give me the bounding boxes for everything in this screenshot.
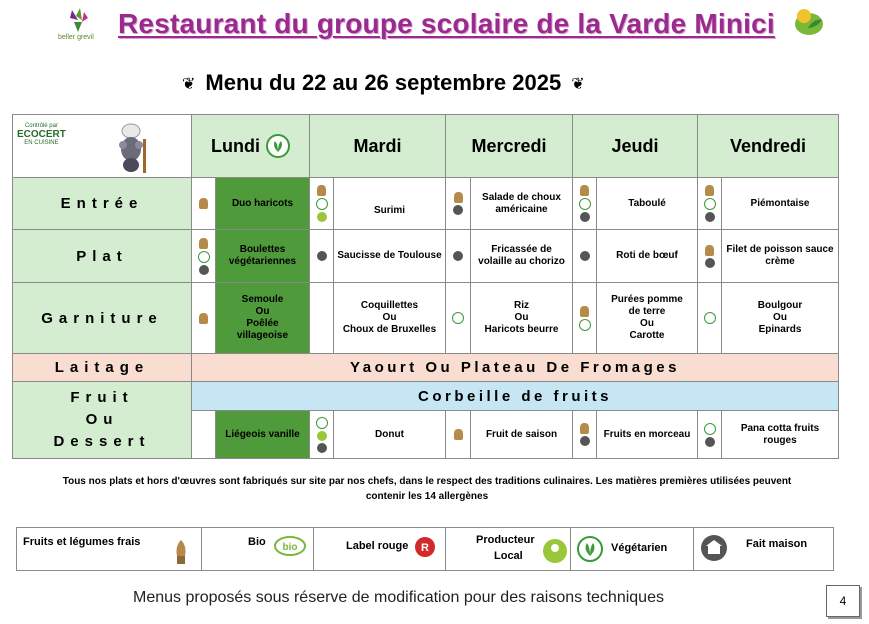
vegetarian-icon: [198, 251, 210, 263]
icon-cell: [309, 177, 334, 230]
dish-name: Taboulé: [628, 197, 666, 209]
legend-label: Fait maison: [746, 538, 808, 550]
dish-line: villageoise: [236, 330, 289, 341]
dish-cell: [215, 410, 310, 459]
day-label: Mardi: [353, 135, 402, 156]
dish-cell: [470, 177, 573, 230]
row-label-text: Garniture: [41, 309, 163, 327]
day-label: Mercredi: [471, 135, 547, 156]
legend-label: Local: [494, 550, 523, 562]
row-label-text: Laitage: [54, 359, 150, 376]
dish-name: Pana cotta fruits rouges: [740, 422, 820, 446]
laitage-text: Yaourt Ou Plateau De Fromages: [350, 359, 680, 376]
icon-cell: [445, 229, 471, 283]
dish-line: Boulgour: [757, 300, 803, 311]
dish-cell: [596, 410, 698, 459]
homemade-icon: [199, 265, 209, 275]
dish-line: Riz: [514, 300, 529, 311]
day-header-jeudi: [572, 114, 698, 178]
dish-line: Ou: [773, 312, 787, 323]
dish-name: Boulettes végétariennes: [228, 244, 297, 267]
dish-line: Ou: [640, 318, 654, 329]
logo-left-wordmark: beller grevil: [58, 34, 94, 41]
ornament-right-icon: ❦: [571, 76, 585, 94]
dish-line: Haricots beurre: [484, 324, 559, 335]
dish-cell: [333, 410, 446, 459]
fresh-produce-icon: [454, 192, 463, 203]
fresh-produce-icon: [705, 245, 714, 256]
local-producer-icon: [317, 212, 327, 222]
row-label-text: Ou: [85, 411, 119, 428]
dish-line: Choux de Bruxelles: [342, 324, 437, 335]
fresh-produce-icon: [171, 538, 191, 566]
fruit-banner-text: Corbeille de fruits: [417, 387, 613, 405]
legend-label-rouge: [313, 527, 446, 571]
row-label-text: Plat: [76, 247, 128, 265]
icon-cell: [572, 177, 597, 230]
fresh-produce-icon: [317, 185, 326, 196]
dish-cell: [721, 177, 839, 230]
legend-maison: [693, 527, 834, 571]
dish-name: Piémontaise: [750, 197, 810, 209]
day-header-mercredi: [445, 114, 573, 178]
dish-cell: [596, 282, 698, 354]
dish-name: Duo haricots: [231, 197, 294, 209]
dish-line: Ou: [255, 306, 270, 317]
vegetarian-icon: [704, 423, 716, 435]
homemade-icon: [705, 212, 715, 222]
dish-cell: [215, 282, 310, 354]
legend-bio: [201, 527, 314, 571]
vegetarian-icon: [266, 134, 290, 158]
vegetarian-icon: [316, 198, 328, 210]
row-label-laitage: [12, 353, 192, 382]
dish-name: Fruit de saison: [485, 428, 558, 440]
dish-name: Liégeois vanille: [225, 428, 300, 440]
legend-veg: [570, 527, 694, 571]
vegetarian-icon: [316, 417, 328, 429]
row-label-dessert: [12, 381, 192, 459]
icon-cell: [572, 282, 597, 354]
dish-cell: [215, 229, 310, 283]
local-producer-icon: [542, 538, 568, 564]
icon-cell: [697, 229, 722, 283]
dish-cell: [333, 177, 446, 230]
homemade-icon: [580, 251, 590, 261]
menu-period: Menu du 22 au 26 septembre 2025: [205, 70, 562, 95]
page-title: Restaurant du groupe scolaire de la Varde Minici: [118, 8, 775, 39]
fresh-produce-icon: [705, 185, 714, 196]
vegetarian-icon: [704, 312, 716, 324]
legend-label: Label rouge: [346, 540, 409, 552]
legend-label: Végétarien: [611, 542, 668, 554]
dish-line: Purées pomme: [611, 294, 683, 305]
menu-subtitle: [172, 70, 595, 96]
ornament-left-icon: ❦: [182, 76, 196, 94]
local-producer-icon: [317, 431, 327, 441]
icon-cell: [191, 177, 216, 230]
dish-cell: [596, 177, 698, 230]
homemade-icon: [453, 205, 463, 215]
homemade-icon: [580, 212, 590, 222]
page-number: 4: [826, 585, 860, 617]
partner-logo: [792, 6, 826, 38]
dish-line: Semoule: [241, 294, 284, 305]
row-label-text: Fruit: [70, 389, 134, 406]
allergen-note: [22, 474, 832, 504]
homemade-icon: [317, 251, 327, 261]
dish-line: Ou: [382, 312, 397, 323]
fresh-produce-icon: [199, 198, 208, 209]
legend-label: Bio: [248, 536, 266, 548]
day-header-lundi: [191, 114, 310, 178]
icon-cell: [309, 410, 334, 459]
menu-table: [12, 114, 839, 459]
dish-cell: [721, 410, 839, 459]
dish-name: Fricassée de volaille au chorizo: [478, 244, 565, 267]
row-label-garniture: [12, 282, 192, 354]
ecocert-cell: [12, 114, 192, 178]
icon-cell: [697, 177, 722, 230]
day-header-mardi: [309, 114, 446, 178]
dish-name: Fruits en morceau: [603, 428, 691, 440]
legend-label: Producteur: [476, 534, 535, 546]
row-label-text: Entrée: [60, 195, 144, 212]
vegetarian-icon: [704, 198, 716, 210]
dish-name: Salade de choux américaine: [482, 191, 561, 215]
row-label-entree: [12, 177, 192, 230]
icon-cell: [191, 282, 216, 354]
dish-line: Coquillettes: [360, 300, 419, 311]
row-label-plat: [12, 229, 192, 283]
homemade-icon: [453, 251, 463, 261]
ratatouille-mouse-icon: [111, 119, 155, 175]
dish-line: Epinards: [758, 324, 802, 335]
bellegrevil-logo: [58, 6, 104, 42]
legend-local: [445, 527, 571, 571]
homemade-icon: [580, 436, 590, 446]
dish-name: Donut: [375, 428, 404, 440]
dish-name: Saucisse de Toulouse: [337, 250, 442, 261]
legend-label: Fruits et légumes frais: [23, 536, 141, 548]
fresh-produce-icon: [580, 423, 589, 434]
icon-cell: [445, 410, 471, 459]
dish-cell: [721, 229, 839, 283]
ecocert-logo: Contrôlé par ECOCERT EN CUISINE: [17, 123, 66, 146]
icon-cell: [445, 177, 471, 230]
dish-line: Ou: [514, 312, 529, 323]
icon-cell: [697, 410, 722, 459]
row-label-text: Dessert: [53, 433, 151, 450]
dish-name: Surimi: [373, 204, 406, 216]
day-label: Vendredi: [729, 135, 807, 156]
dish-cell: [721, 282, 839, 354]
dish-line: Poêlée: [246, 318, 279, 329]
legend: [16, 527, 834, 571]
laitage-cell: [191, 353, 839, 382]
icon-cell: [697, 282, 722, 354]
dish-cell: [470, 410, 573, 459]
vegetarian-icon: [579, 198, 591, 210]
homemade-icon: [700, 534, 728, 562]
dish-cell: [215, 177, 310, 230]
vegetarian-icon: [579, 319, 591, 331]
dish-cell: [470, 229, 573, 283]
footer-disclaimer: Menus proposés sous réserve de modification pour des raisons techniques: [133, 589, 664, 606]
bio-badge-text: bio: [282, 542, 298, 553]
fresh-produce-icon: [454, 429, 463, 440]
fresh-produce-icon: [580, 185, 589, 196]
fresh-produce-icon: [199, 238, 208, 249]
vegetarian-icon: [452, 312, 464, 324]
fresh-produce-icon: [580, 306, 589, 317]
icon-cell: [309, 282, 334, 354]
dish-name: Roti de bœuf: [616, 250, 678, 261]
note-line: Tous nos plats et hors d'œuvres sont fabriqués sur site par nos chefs, dans le respect des traditions culinaires. Les matières premières utilisées peuvent: [62, 476, 792, 487]
dish-cell: [333, 282, 446, 354]
dish-cell: [333, 229, 446, 283]
dish-cell: [470, 282, 573, 354]
legend-fresh: [16, 527, 202, 571]
homemade-icon: [317, 443, 327, 453]
dish-cell: [596, 229, 698, 283]
vegetarian-icon: [577, 536, 603, 562]
homemade-icon: [705, 437, 715, 447]
dish-line: de terre: [628, 306, 666, 317]
icon-cell: [309, 229, 334, 283]
icon-cell: [572, 229, 597, 283]
icon-cell: [445, 282, 471, 354]
note-line: contenir les 14 allergènes: [365, 491, 489, 502]
icon-cell: [191, 229, 216, 283]
dish-name: Filet de poisson sauce crème: [726, 244, 834, 267]
label-rouge-icon: [414, 536, 436, 558]
fruit-banner: [191, 381, 839, 411]
day-header-vendredi: [697, 114, 839, 178]
dish-line: Carotte: [629, 330, 665, 341]
day-label: Jeudi: [611, 135, 659, 156]
svg-text:R: R: [421, 542, 429, 554]
day-label: Lundi: [211, 135, 260, 156]
fresh-produce-icon: [199, 313, 208, 324]
icon-cell: [191, 410, 216, 459]
bio-icon: [274, 536, 306, 556]
homemade-icon: [705, 258, 715, 268]
icon-cell: [572, 410, 597, 459]
